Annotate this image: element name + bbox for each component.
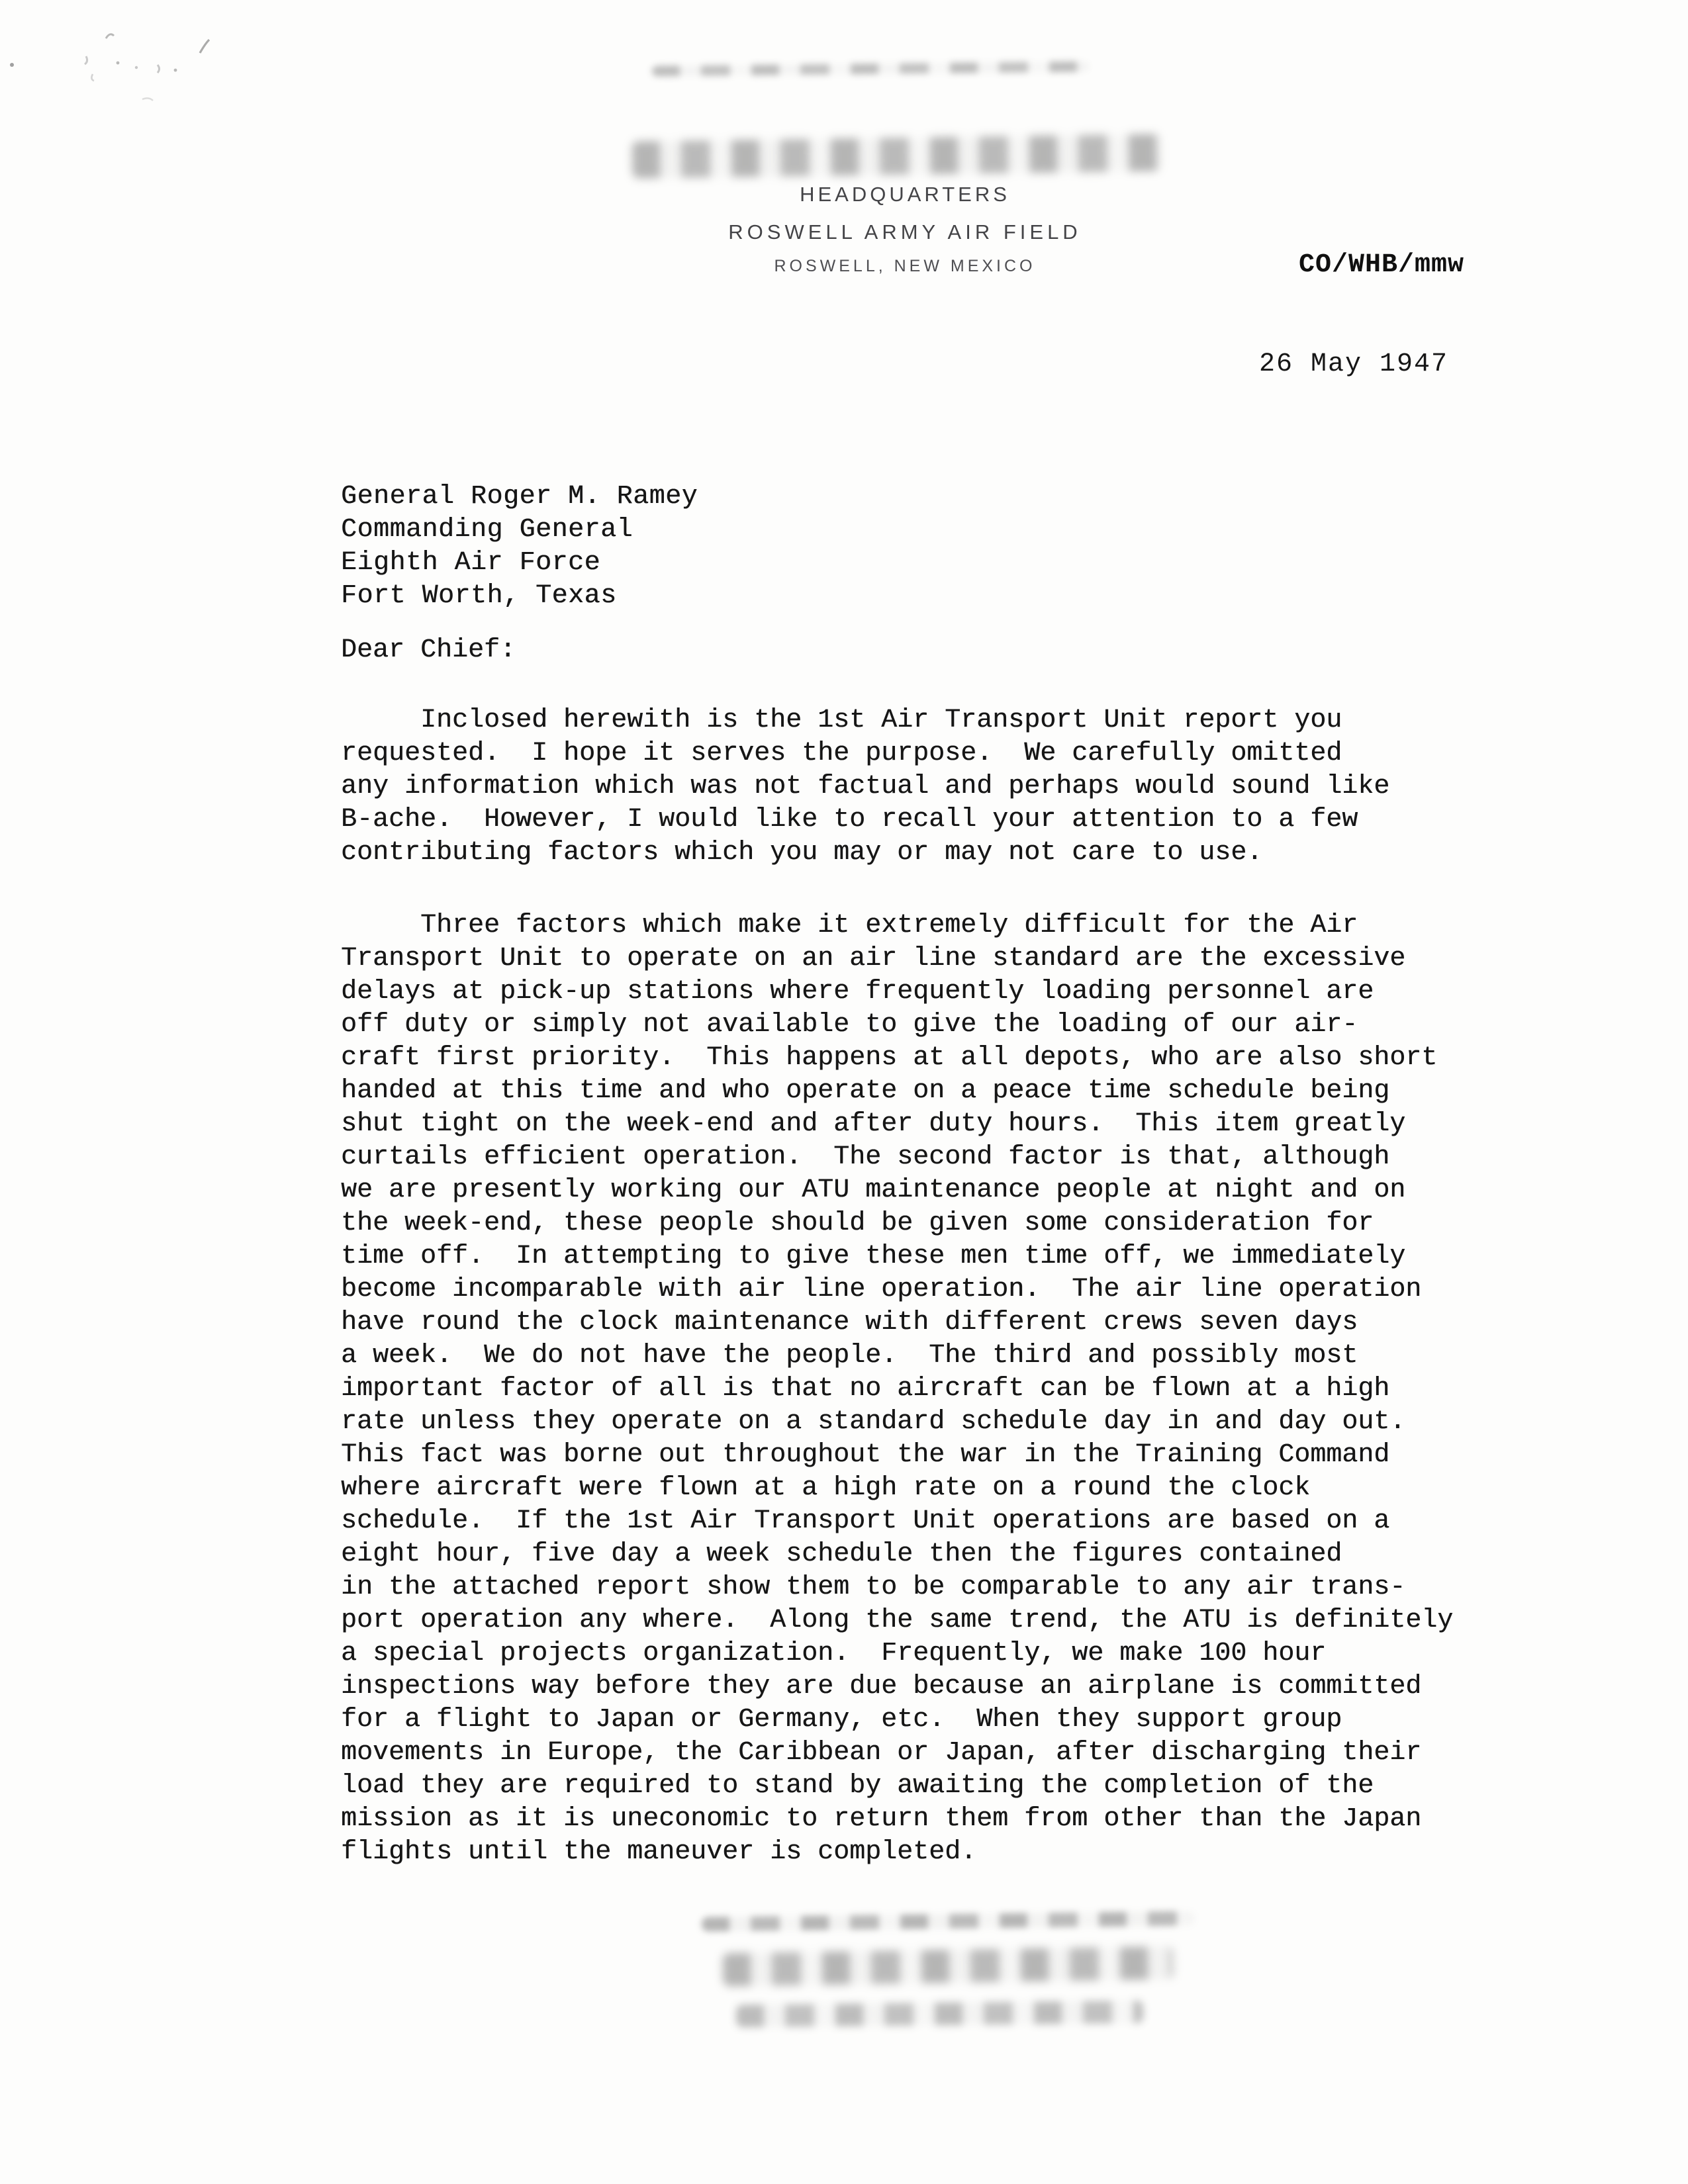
letterhead-headquarters: HEADQUARTERS [800,183,1010,206]
text-line: mission as it is uneconomic to return them from other than the Japan [341,1804,1422,1834]
text-line: B-ache. However, I would like to recall your attention to a few [341,805,1358,835]
letterhead-airfield-name: ROSWELL ARMY AIR FIELD [728,220,1082,244]
text-line: This fact was borne out throughout the war in the Training Command [341,1440,1390,1470]
obscured-stamp-bottom-row2 [723,1946,1174,1987]
text-line: Fort Worth, Texas [341,581,617,611]
text-line: Three factors which make it extremely difficult for the Air [341,911,1358,940]
reference-code: CO/WHB/mmw [1299,250,1465,280]
text-line: Commanding General [341,515,633,545]
pencil-marks [7,26,285,119]
text-line: a special projects organization. Frequently, we make 100 hour [341,1639,1327,1668]
text-line: important factor of all is that no aircraft can be flown at a high [341,1374,1390,1404]
text-line: schedule. If the 1st Air Transport Unit operations are based on a [341,1506,1390,1536]
text-line: off duty or simply not available to give the loading of our air- [341,1010,1358,1040]
text-line: flights until the maneuver is completed. [341,1837,977,1867]
text-line: handed at this time and who operate on a peace time schedule being [341,1076,1390,1106]
text-line: Eighth Air Force [341,548,601,578]
obscured-stamp-top-streak [652,62,1089,77]
paragraph-1 [341,704,1389,870]
salutation [341,634,516,667]
text-line: curtails efficient operation. The second factor is that, although [341,1142,1390,1172]
letterhead [703,183,1107,276]
text-line: eight hour, five day a week schedule then the figures contained [341,1539,1342,1569]
recipient-address [341,480,698,613]
text-line: time off. In attempting to give these men time off, we immediately [341,1242,1406,1271]
text-line: port operation any where. Along the same trend, the ATU is definitely [341,1606,1454,1635]
text-line: requested. I hope it serves the purpose. We carefully omitted [341,739,1342,768]
text-line: for a flight to Japan or Germany, etc. When they support group [341,1705,1342,1735]
text-line: load they are required to stand by awaiting the completion of the [341,1771,1374,1801]
text-line: General Roger M. Ramey [341,482,698,512]
text-line: delays at pick-up stations where frequently loading personnel are [341,977,1374,1007]
text-line: become incomparable with air line operation. The air line operation [341,1275,1422,1304]
text-line: Inclosed herewith is the 1st Air Transport Unit report you [341,705,1342,735]
letterhead-location: ROSWELL, NEW MEXICO [774,257,1036,275]
text-line: the week-end, these people should be given some consideration for [341,1208,1374,1238]
text-line: shut tight on the week-end and after duty hours. This item greatly [341,1109,1406,1139]
text-line: Transport Unit to operate on an air line standard are the excessive [341,944,1406,974]
text-line: have round the clock maintenance with different crews seven days [341,1308,1358,1338]
text-line: where aircraft were flown at a high rate on a round the clock [341,1473,1311,1503]
text-line: any information which was not factual and perhaps would sound like [341,772,1390,801]
text-line: we are presently working our ATU maintenance people at night and on [341,1175,1406,1205]
paragraph-2 [341,909,1453,1869]
text-line: inspections way before they are due because an airplane is committed [341,1672,1422,1702]
obscured-stamp-bottom-row3 [736,2001,1143,2027]
text-line: craft first priority. This happens at all depots, who are also short [341,1043,1438,1073]
text-line: movements in Europe, the Caribbean or Japan, after discharging their [341,1738,1422,1768]
salutation-text: Dear Chief: [341,635,516,665]
obscured-stamp-bottom-row1 [702,1911,1195,1931]
text-line: a week. We do not have the people. The third and possibly most [341,1341,1358,1371]
text-line: in the attached report show them to be comparable to any air trans- [341,1572,1406,1602]
text-line: contributing factors which you may or may not care to use. [341,838,1263,868]
text-line: rate unless they operate on a standard schedule day in and day out. [341,1407,1406,1437]
date-line: 26 May 1947 [1259,349,1449,379]
obscured-stamp-top [632,134,1162,178]
